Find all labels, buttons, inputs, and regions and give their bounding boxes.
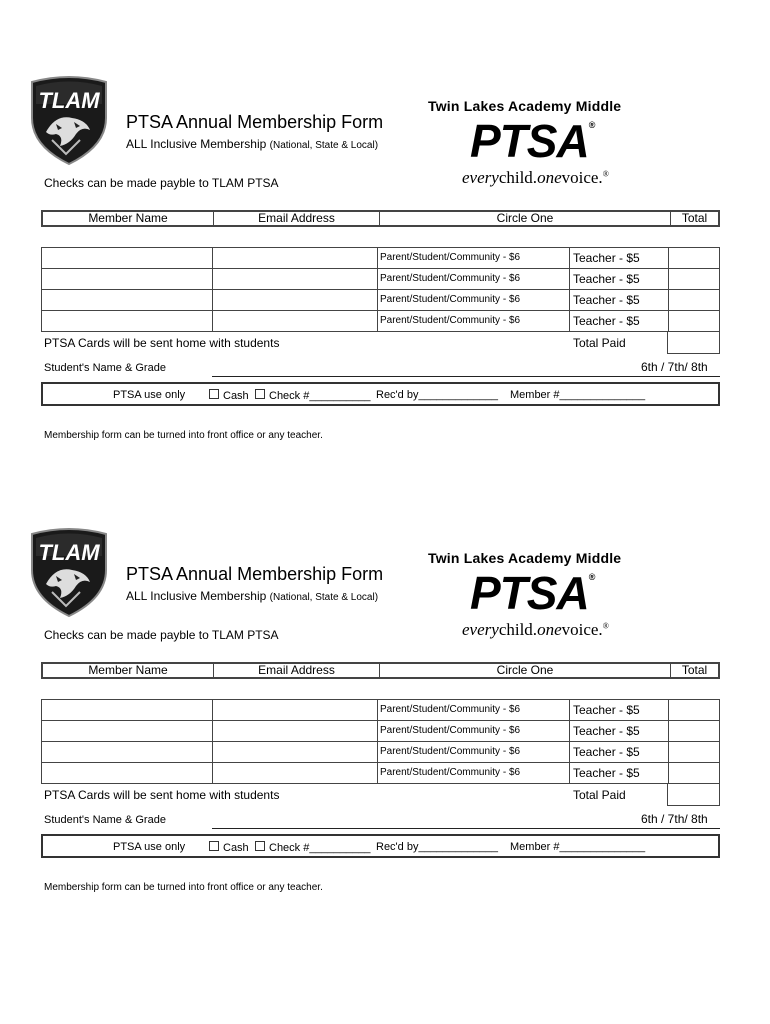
subtitle-scope: (National, State & Local): [269, 140, 379, 151]
ptsa-logo-text: PTSA: [470, 115, 589, 167]
member-name-cell[interactable]: [41, 720, 213, 742]
school-name: Twin Lakes Academy Middle: [428, 98, 622, 114]
cash-option[interactable]: [209, 389, 249, 402]
member-name-cell[interactable]: [41, 268, 213, 290]
table-row: [41, 720, 720, 741]
total-paid-label: Total Paid: [573, 336, 626, 350]
turn-in-note: Membership form can be turned into front office or any teacher.: [44, 882, 323, 893]
checks-payable-note: Checks can be made payble to TLAM PTSA: [44, 176, 279, 190]
check-label: Check #__________: [269, 842, 371, 854]
total-cell[interactable]: [668, 247, 720, 269]
email-cell[interactable]: [212, 762, 378, 784]
school-name: Twin Lakes Academy Middle: [428, 550, 622, 566]
member-name-cell[interactable]: [41, 247, 213, 269]
parent-option-label: Parent/Student/Community - $6: [380, 294, 521, 305]
header-member-name: Member Name: [88, 211, 168, 225]
parent-option-cell[interactable]: [377, 247, 570, 269]
student-name-label: Student's Name & Grade: [44, 362, 166, 374]
ptsa-slogan: [462, 168, 609, 188]
header-email: Email Address: [258, 663, 335, 677]
parent-option-label: Parent/Student/Community - $6: [380, 746, 521, 757]
total-paid-field[interactable]: [667, 783, 720, 806]
checks-payable-note: Checks can be made payble to TLAM PTSA: [44, 628, 279, 642]
turn-in-note: Membership form can be turned into front office or any teacher.: [44, 430, 323, 441]
slogan-one: one: [537, 168, 562, 187]
check-checkbox[interactable]: [255, 389, 265, 399]
slogan-registered-mark: ®: [602, 621, 609, 631]
teacher-option-cell[interactable]: [569, 310, 669, 332]
parent-option-cell[interactable]: [377, 741, 570, 763]
form-subtitle: [126, 589, 378, 603]
membership-form-bottom: [0, 524, 770, 964]
parent-option-label: Parent/Student/Community - $6: [380, 273, 521, 284]
parent-option-label: Parent/Student/Community - $6: [380, 252, 521, 263]
slogan-registered-mark: ®: [602, 169, 609, 179]
table-row: [41, 310, 720, 331]
email-cell[interactable]: [212, 699, 378, 721]
student-name-line[interactable]: [212, 828, 720, 829]
email-cell[interactable]: [212, 741, 378, 763]
parent-option-cell[interactable]: [377, 720, 570, 742]
ptsa-slogan: [462, 620, 609, 640]
teacher-option-cell[interactable]: [569, 720, 669, 742]
ptsa-use-only-box: [41, 382, 720, 406]
total-paid-label: Total Paid: [573, 788, 626, 802]
tlam-shield-logo: [26, 74, 112, 166]
table-row: [41, 741, 720, 762]
slogan-one: one: [537, 620, 562, 639]
teacher-option-label: Teacher - $5: [573, 272, 640, 286]
parent-option-cell[interactable]: [377, 289, 570, 311]
ptsa-logo: [470, 114, 594, 168]
subtitle-main: ALL Inclusive Membership: [126, 137, 267, 151]
header-member-name: Member Name: [88, 663, 168, 677]
member-entries: [41, 699, 720, 786]
header-circle-one: Circle One: [496, 211, 554, 225]
svg-text:TLAM: TLAM: [38, 540, 100, 565]
teacher-option-label: Teacher - $5: [573, 314, 640, 328]
total-cell[interactable]: [668, 699, 720, 721]
ptsa-logo: [470, 566, 594, 620]
check-option[interactable]: [255, 841, 371, 854]
check-checkbox[interactable]: [255, 841, 265, 851]
member-name-cell[interactable]: [41, 762, 213, 784]
cash-label: Cash: [223, 842, 249, 854]
header-circle-one: Circle One: [496, 663, 554, 677]
total-cell[interactable]: [668, 289, 720, 311]
table-row: [41, 247, 720, 268]
form-title: PTSA Annual Membership Form: [126, 564, 384, 584]
parent-option-cell[interactable]: [377, 268, 570, 290]
slogan-child: child.: [498, 620, 538, 639]
member-entries: [41, 247, 720, 334]
parent-option-label: Parent/Student/Community - $6: [380, 704, 521, 715]
cash-option[interactable]: [209, 841, 249, 854]
header-total: Total: [681, 663, 708, 677]
teacher-option-label: Teacher - $5: [573, 703, 640, 717]
grade-options[interactable]: 6th / 7th/ 8th: [641, 360, 708, 374]
member-name-cell[interactable]: [41, 310, 213, 332]
ptsa-use-only-box: [41, 834, 720, 858]
student-name-line[interactable]: [212, 376, 720, 377]
email-cell[interactable]: [212, 289, 378, 311]
teacher-option-cell[interactable]: [569, 741, 669, 763]
table-row: [41, 268, 720, 289]
grade-options[interactable]: 6th / 7th/ 8th: [641, 812, 708, 826]
registered-mark: ®: [588, 572, 595, 582]
check-label: Check #__________: [269, 390, 371, 402]
member-number-field[interactable]: Member #______________: [510, 389, 646, 401]
teacher-option-cell[interactable]: [569, 268, 669, 290]
parent-option-cell[interactable]: [377, 762, 570, 784]
table-header: [41, 662, 720, 679]
parent-option-label: Parent/Student/Community - $6: [380, 767, 521, 778]
member-name-cell[interactable]: [41, 699, 213, 721]
teacher-option-cell[interactable]: [569, 247, 669, 269]
check-option[interactable]: [255, 389, 371, 402]
teacher-option-label: Teacher - $5: [573, 293, 640, 307]
registered-mark: ®: [588, 120, 595, 130]
table-row: [41, 699, 720, 720]
total-cell[interactable]: [668, 310, 720, 332]
email-cell[interactable]: [212, 720, 378, 742]
email-cell[interactable]: [212, 247, 378, 269]
parent-option-cell[interactable]: [377, 310, 570, 332]
header-email: Email Address: [258, 211, 335, 225]
teacher-option-cell[interactable]: [569, 762, 669, 784]
subtitle-main: ALL Inclusive Membership: [126, 589, 267, 603]
teacher-option-label: Teacher - $5: [573, 745, 640, 759]
cash-label: Cash: [223, 390, 249, 402]
teacher-option-cell[interactable]: [569, 289, 669, 311]
total-cell[interactable]: [668, 741, 720, 763]
table-row: [41, 289, 720, 310]
slogan-voice: voice.: [561, 168, 603, 187]
table-header: [41, 210, 720, 227]
member-name-cell[interactable]: [41, 741, 213, 763]
total-cell[interactable]: [668, 762, 720, 784]
slogan-every: every: [462, 168, 499, 187]
cash-checkbox[interactable]: [209, 841, 219, 851]
teacher-option-label: Teacher - $5: [573, 766, 640, 780]
table-row: [41, 762, 720, 783]
recd-by-field[interactable]: Rec'd by_____________: [376, 841, 498, 853]
slogan-every: every: [462, 620, 499, 639]
email-cell[interactable]: [212, 268, 378, 290]
recd-by-field[interactable]: Rec'd by_____________: [376, 389, 498, 401]
membership-form-top: [0, 72, 770, 512]
subtitle-scope: (National, State & Local): [269, 592, 379, 603]
slogan-voice: voice.: [561, 620, 603, 639]
tlam-shield-logo: [26, 526, 112, 618]
total-paid-field[interactable]: [667, 331, 720, 354]
total-cell[interactable]: [668, 720, 720, 742]
email-cell[interactable]: [212, 310, 378, 332]
cards-note: PTSA Cards will be sent home with students: [44, 336, 280, 350]
teacher-option-label: Teacher - $5: [573, 724, 640, 738]
form-title: PTSA Annual Membership Form: [126, 112, 384, 132]
teacher-option-cell[interactable]: [569, 699, 669, 721]
member-name-cell[interactable]: [41, 289, 213, 311]
use-only-label: PTSA use only: [113, 841, 186, 853]
cash-checkbox[interactable]: [209, 389, 219, 399]
student-name-label: Student's Name & Grade: [44, 814, 166, 826]
svg-text:TLAM: TLAM: [38, 88, 100, 113]
form-subtitle: [126, 137, 378, 151]
use-only-label: PTSA use only: [113, 389, 186, 401]
teacher-option-label: Teacher - $5: [573, 251, 640, 265]
total-cell[interactable]: [668, 268, 720, 290]
cards-note: PTSA Cards will be sent home with students: [44, 788, 280, 802]
slogan-child: child.: [498, 168, 538, 187]
parent-option-label: Parent/Student/Community - $6: [380, 725, 521, 736]
member-number-field[interactable]: Member #______________: [510, 841, 646, 853]
header-total: Total: [681, 211, 708, 225]
parent-option-cell[interactable]: [377, 699, 570, 721]
ptsa-logo-text: PTSA: [470, 567, 589, 619]
parent-option-label: Parent/Student/Community - $6: [380, 315, 521, 326]
